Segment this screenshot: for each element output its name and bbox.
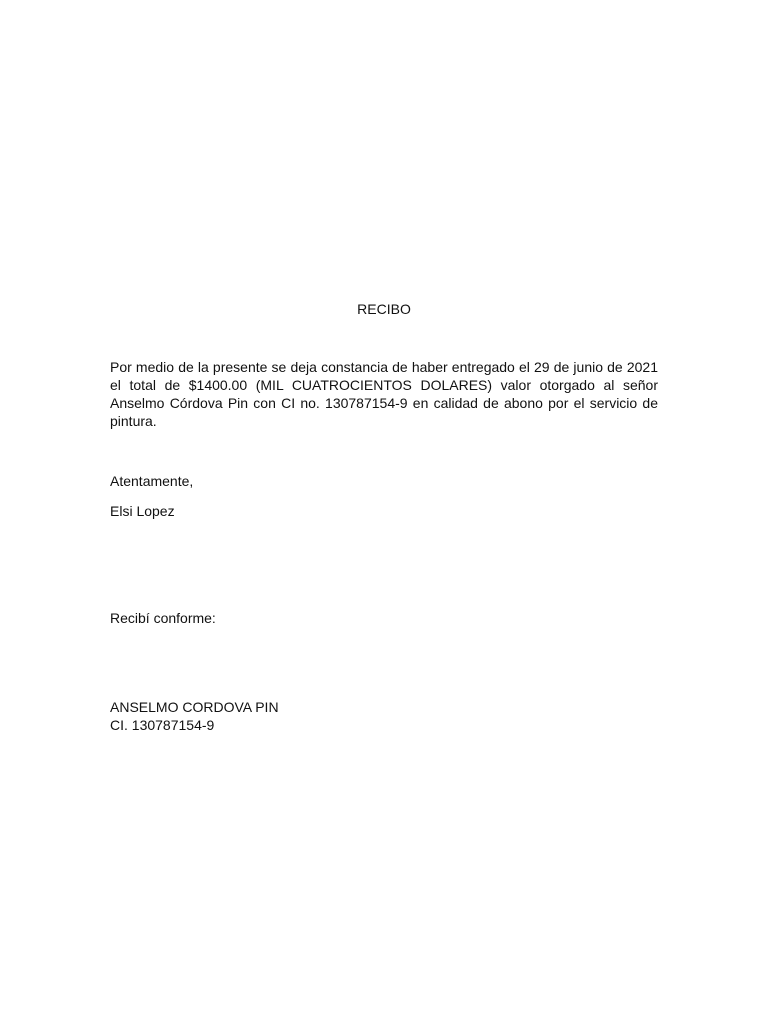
recipient-name: ANSELMO CORDOVA PIN — [110, 699, 279, 715]
received-confirmation-label: Recibí conforme: — [110, 610, 216, 626]
receipt-body-paragraph: Por medio de la presente se deja constancia de haber entregado el 29 de junio de 2021 el total de $1400.00 (MIL CUATROCIENTOS DOLARES) valor otorgado al señor Anselmo Córdova Pin con CI no. 130787154-9 en calidad de abono por el servicio de pintura. — [110, 359, 658, 429]
closing-salutation: Atentamente, — [110, 473, 194, 489]
sender-name: Elsi Lopez — [110, 503, 175, 519]
recipient-id: CI. 130787154-9 — [110, 717, 215, 733]
document-title: RECIBO — [357, 301, 411, 317]
